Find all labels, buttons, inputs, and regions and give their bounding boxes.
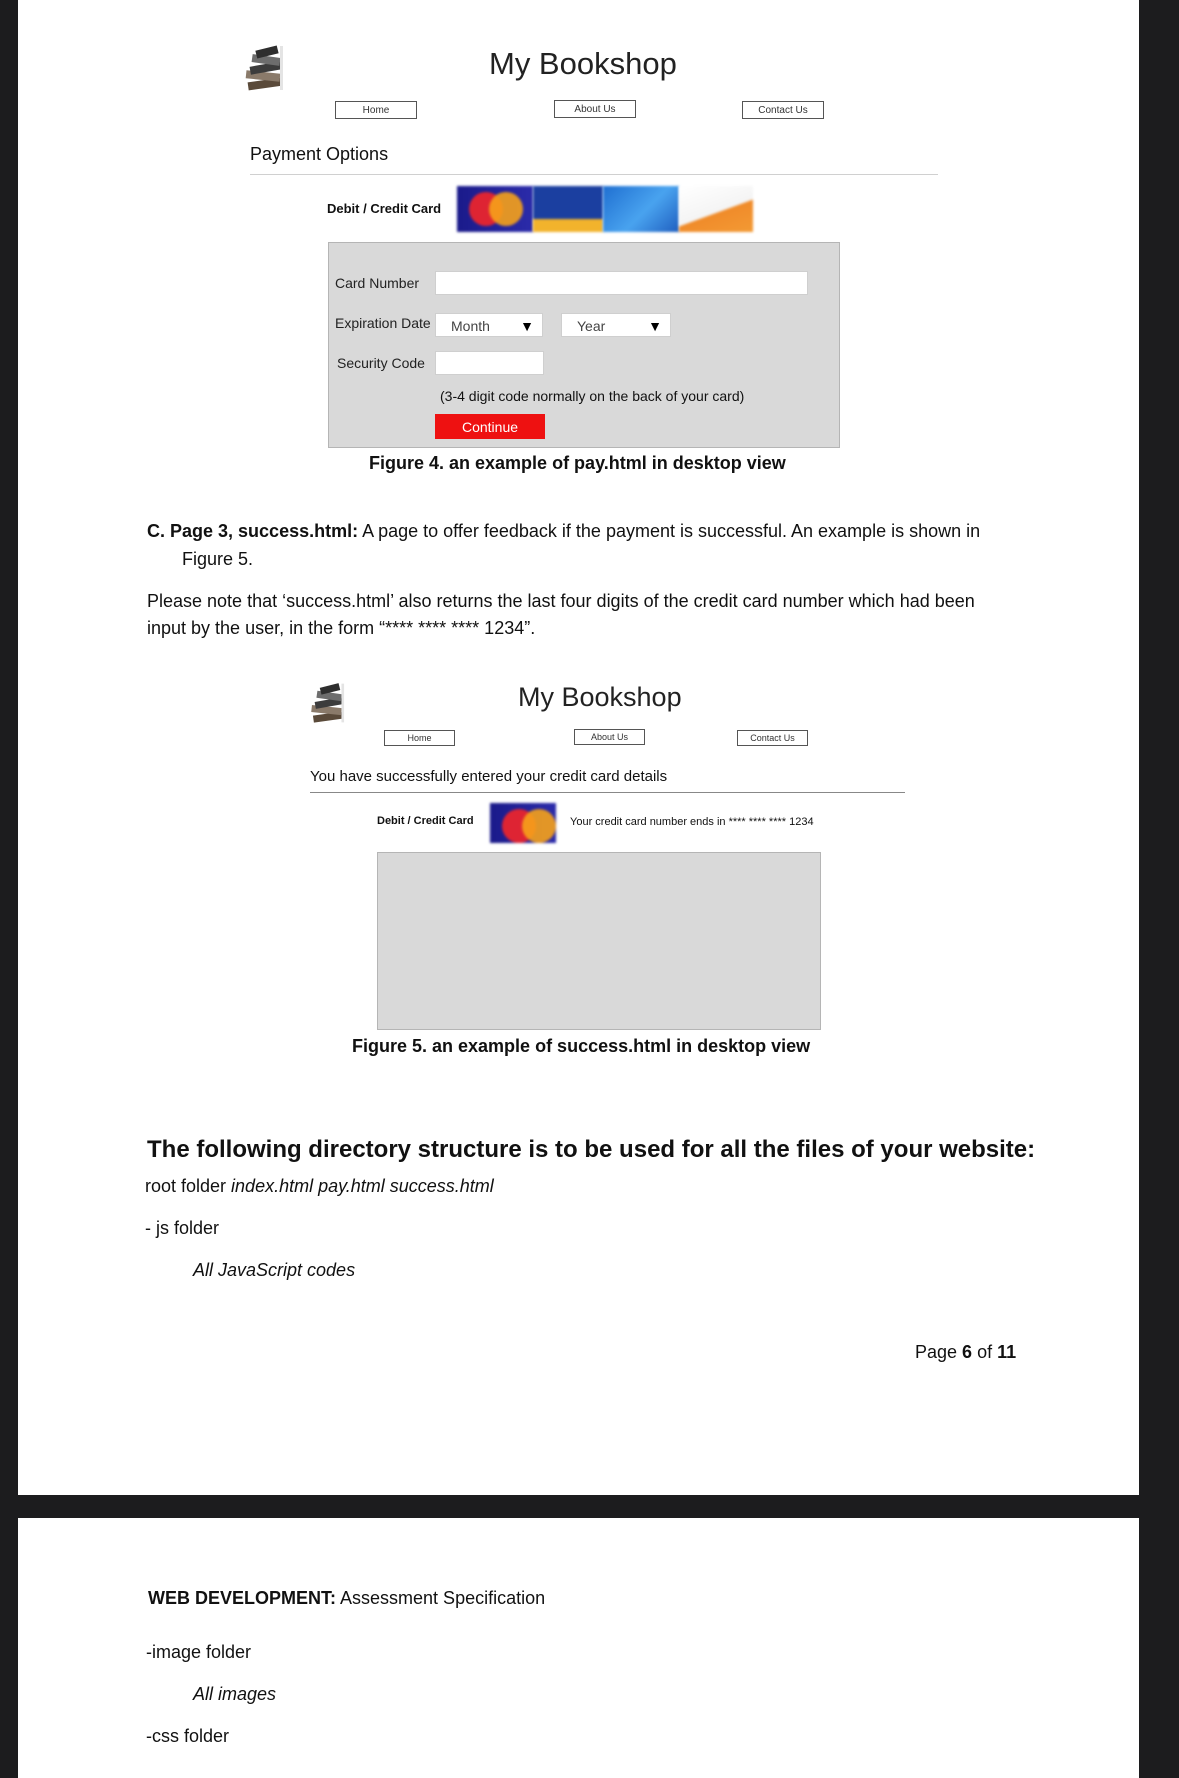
visa-logo — [533, 186, 603, 232]
site-title: My Bookshop — [489, 46, 677, 81]
card-type-label: Debit / Credit Card — [377, 815, 474, 827]
note-line-2: input by the user, in the form “**** **** **** 1234”. — [147, 618, 536, 638]
image-folder-line: -image folder — [146, 1642, 252, 1662]
nav-home-button[interactable]: Home — [335, 101, 417, 119]
security-code-label: Security Code — [337, 355, 425, 371]
success-divider — [310, 792, 905, 793]
section-c-title: C. Page 3, success.html: — [147, 521, 359, 541]
root-folder-label: root folder — [145, 1176, 232, 1196]
card-number-label: Card Number — [335, 275, 420, 291]
nav-about-button[interactable]: About Us — [574, 729, 645, 745]
security-code-hint: (3-4 digit code normally on the back of your card) — [440, 388, 745, 404]
section-title: Payment Options — [250, 144, 389, 164]
section-c-line-1 — [147, 518, 980, 545]
page-prefix: Page — [915, 1342, 963, 1362]
directory-heading: The following directory structure is to be used for all the files of your website: — [147, 1136, 1036, 1163]
header-title: Assessment Specification — [336, 1588, 546, 1608]
month-select[interactable] — [435, 313, 543, 337]
mastercard-logo — [457, 186, 533, 232]
payment-form — [328, 242, 840, 448]
year-value: Year — [577, 318, 606, 334]
root-files: index.html pay.html success.html — [231, 1176, 494, 1196]
page-current: 6 — [962, 1342, 973, 1362]
card-number-input[interactable] — [435, 271, 808, 295]
discover-logo — [679, 186, 753, 232]
section-c-line-2: Figure 5. — [182, 549, 254, 569]
document-page-6 — [18, 0, 1139, 1495]
nav-contact-button[interactable]: Contact Us — [737, 730, 808, 746]
page-mid: of — [972, 1342, 998, 1362]
books-logo-icon — [308, 680, 352, 726]
note-line-1: Please note that ‘success.html’ also returns the last four digits of the credit card number which had been — [147, 591, 975, 611]
mastercard-logo — [490, 803, 556, 843]
expiration-date-label: Expiration Date — [335, 315, 431, 331]
nav-about-button[interactable]: About Us — [554, 100, 636, 118]
css-folder-line: -css folder — [146, 1726, 230, 1746]
js-folder-description: All JavaScript codes — [193, 1260, 356, 1280]
success-message: You have successfully entered your credit card details — [310, 768, 668, 785]
figure-5-caption: Figure 5. an example of success.html in desktop view — [352, 1036, 811, 1056]
amex-logo — [603, 186, 679, 232]
section-c-text: A page to offer feedback if the payment is successful. An example is shown in — [358, 521, 981, 541]
dropdown-arrow-icon: ▼ — [520, 318, 534, 334]
nav-home-button[interactable]: Home — [384, 730, 455, 746]
page-total: 11 — [997, 1342, 1017, 1362]
card-type-label: Debit / Credit Card — [327, 201, 442, 216]
js-folder-line: - js folder — [145, 1218, 220, 1238]
security-code-input[interactable] — [435, 351, 544, 375]
nav-contact-button[interactable]: Contact Us — [742, 101, 824, 119]
figure-4-caption: Figure 4. an example of pay.html in desktop view — [369, 453, 786, 473]
month-value: Month — [451, 318, 490, 334]
document-page-7 — [18, 1518, 1139, 1778]
dropdown-arrow-icon: ▼ — [648, 318, 662, 334]
header-course: WEB DEVELOPMENT: — [148, 1588, 337, 1608]
card-ending-text: Your credit card number ends in **** **** **** 1234 — [570, 816, 814, 828]
success-content-box — [377, 852, 821, 1030]
root-folder-line — [145, 1176, 494, 1197]
books-logo-icon — [242, 42, 292, 94]
site-title: My Bookshop — [518, 682, 682, 712]
continue-button[interactable]: Continue — [435, 414, 545, 439]
section-divider — [250, 174, 938, 175]
page-number — [915, 1342, 1016, 1363]
image-folder-description: All images — [193, 1684, 277, 1704]
page-header — [148, 1588, 545, 1609]
year-select[interactable] — [561, 313, 671, 337]
